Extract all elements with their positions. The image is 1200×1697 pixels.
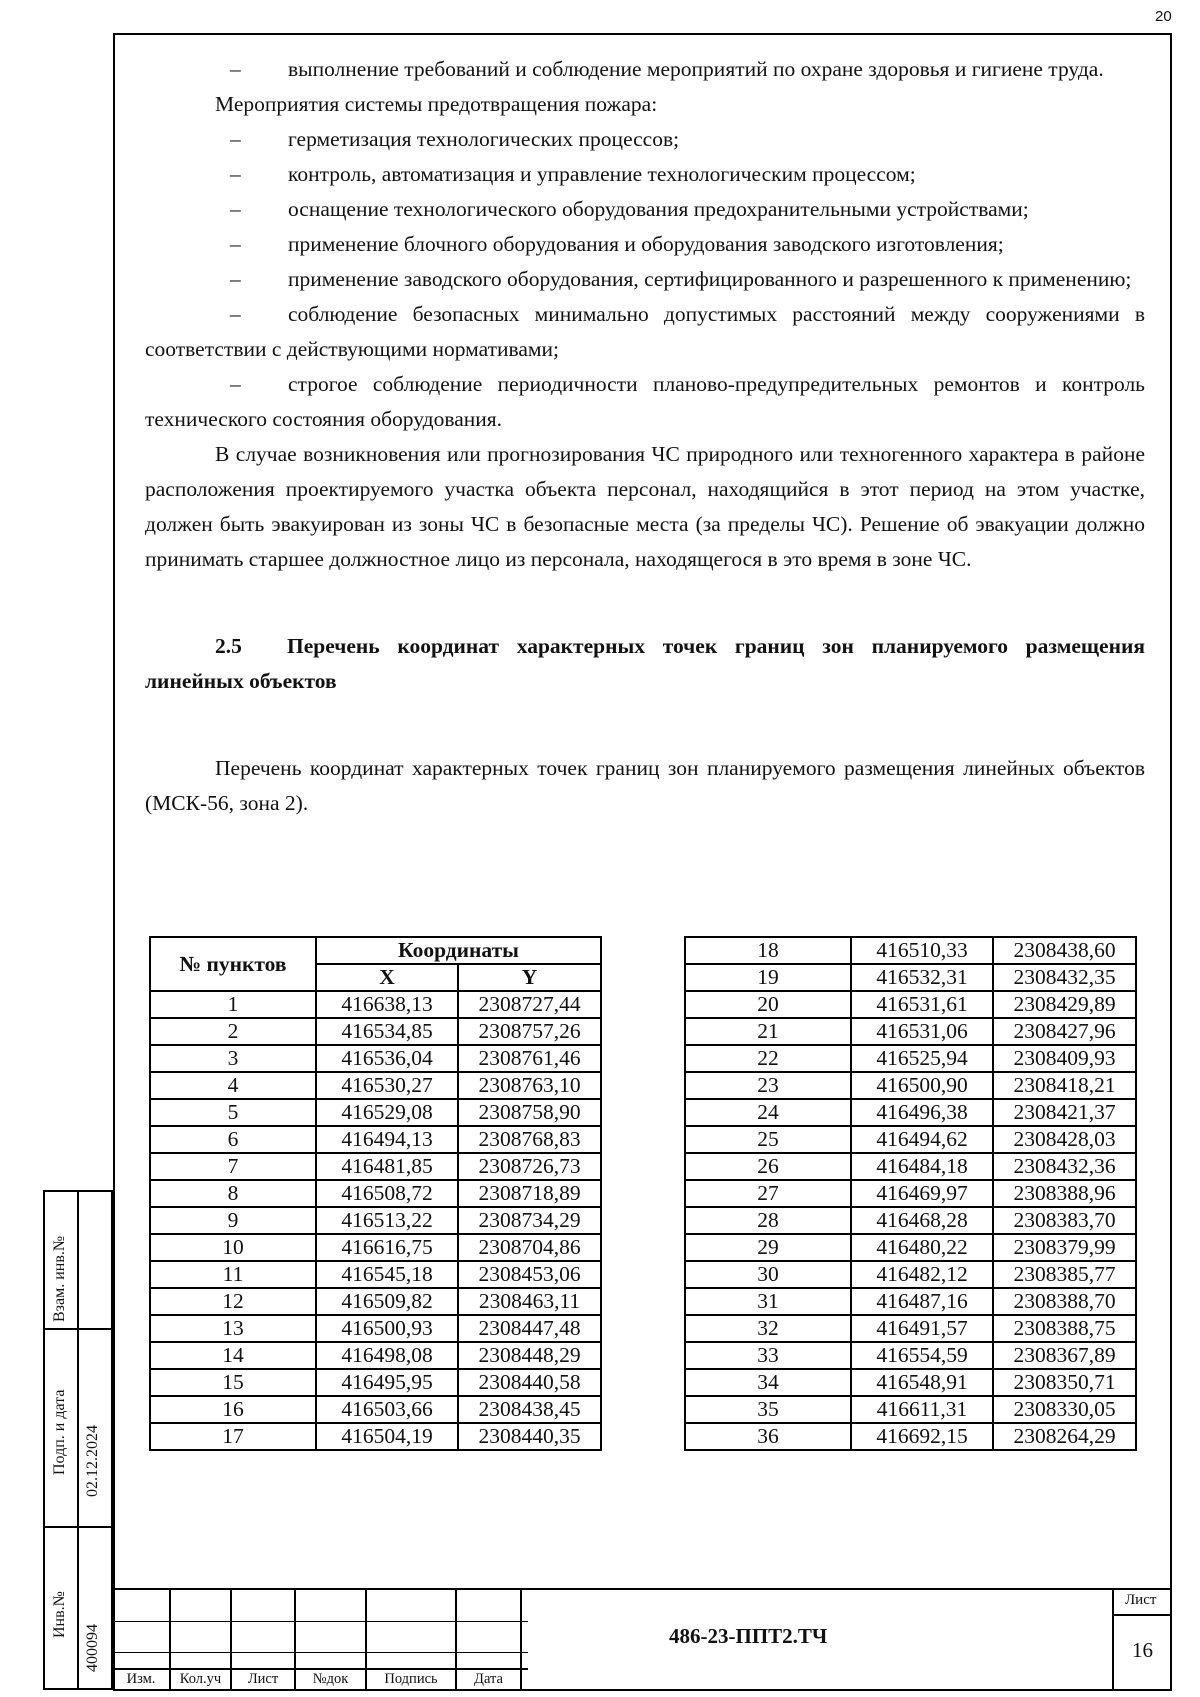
list-item-text: применение заводского оборудования, сертифицированного и разрешенного к применению;	[288, 267, 1132, 291]
coord-y: 2308330,05	[993, 1396, 1136, 1423]
col-label-kol-uch: Кол.уч	[179, 1671, 222, 1687]
table-row	[150, 1207, 601, 1234]
coord-y: 2308718,89	[458, 1180, 601, 1207]
coord-x: 416482,12	[851, 1261, 993, 1288]
coord-x: 416508,72	[316, 1180, 458, 1207]
section-heading	[145, 629, 1145, 699]
point-number: 28	[685, 1207, 851, 1234]
coord-x: 416469,97	[851, 1180, 993, 1207]
point-number: 33	[685, 1342, 851, 1369]
table-row	[150, 1261, 601, 1288]
coord-y: 2308428,03	[993, 1126, 1136, 1153]
section-title: Перечень координат характерных точек границ зон планируемого размещения линейных объектов	[145, 634, 1145, 693]
point-number: 31	[685, 1288, 851, 1315]
coord-x: 416503,66	[316, 1396, 458, 1423]
list-item	[145, 227, 1145, 262]
left-table-body	[150, 991, 601, 1450]
table-row	[685, 1234, 1136, 1261]
coord-y: 2308438,45	[458, 1396, 601, 1423]
point-number: 17	[150, 1423, 316, 1450]
col-label-podpis: Подпись	[384, 1671, 438, 1687]
coord-y: 2308768,83	[458, 1126, 601, 1153]
list-item	[145, 262, 1145, 297]
dash: –	[230, 127, 241, 151]
table-row	[150, 1099, 601, 1126]
coord-x: 416531,61	[851, 991, 993, 1018]
list-item	[145, 297, 1145, 367]
table-row	[685, 1018, 1136, 1045]
point-number: 6	[150, 1126, 316, 1153]
coord-x: 416487,16	[851, 1288, 993, 1315]
coord-x: 416513,22	[316, 1207, 458, 1234]
header-points: № пунктов	[150, 937, 316, 991]
coord-x: 416500,90	[851, 1072, 993, 1099]
header-y: Y	[458, 964, 601, 991]
table-row	[685, 1072, 1136, 1099]
coord-x: 416491,57	[851, 1315, 993, 1342]
table-row	[150, 1288, 601, 1315]
point-number: 2	[150, 1018, 316, 1045]
table-row	[685, 1315, 1136, 1342]
dash: –	[230, 197, 241, 221]
title-block	[113, 1588, 1172, 1691]
point-number: 35	[685, 1396, 851, 1423]
point-number: 18	[685, 937, 851, 964]
coord-y: 2308758,90	[458, 1099, 601, 1126]
table-row	[685, 1261, 1136, 1288]
table-row	[150, 991, 601, 1018]
coord-y: 2308383,70	[993, 1207, 1136, 1234]
point-number: 10	[150, 1234, 316, 1261]
coord-y: 2308727,44	[458, 991, 601, 1018]
list-item	[145, 192, 1145, 227]
coord-y: 2308704,86	[458, 1234, 601, 1261]
table-row	[685, 1423, 1136, 1450]
coord-y: 2308379,99	[993, 1234, 1136, 1261]
list-item-text: герметизация технологических процессов;	[288, 127, 680, 151]
coord-x: 416692,15	[851, 1423, 993, 1450]
table-row	[685, 1207, 1136, 1234]
stamp-divider	[77, 1190, 79, 1690]
point-number: 14	[150, 1342, 316, 1369]
inv-value: 400094	[84, 1624, 101, 1672]
coord-y: 2308453,06	[458, 1261, 601, 1288]
table-row	[150, 1396, 601, 1423]
table-caption: Перечень координат характерных точек границ зон планируемого размещения линейных объектов (МСК-56, зона 2).	[145, 756, 1145, 815]
col-label-data: Дата	[474, 1671, 503, 1687]
coord-y: 2308757,26	[458, 1018, 601, 1045]
coord-x: 416495,95	[316, 1369, 458, 1396]
table-row	[150, 1126, 601, 1153]
point-number: 12	[150, 1288, 316, 1315]
margin-stamp-strip	[43, 1190, 113, 1690]
dash: –	[230, 162, 241, 186]
coord-x: 416510,33	[851, 937, 993, 964]
replace-inv-label: Взам. инв.№	[51, 1235, 68, 1322]
coord-x: 416534,85	[316, 1018, 458, 1045]
table-row	[685, 1153, 1136, 1180]
table-row	[685, 1288, 1136, 1315]
table-row	[685, 1180, 1136, 1207]
coord-x: 416496,38	[851, 1099, 993, 1126]
point-number: 34	[685, 1369, 851, 1396]
point-number: 8	[150, 1180, 316, 1207]
list-item	[145, 157, 1145, 192]
coord-y: 2308418,21	[993, 1072, 1136, 1099]
coord-x: 416529,08	[316, 1099, 458, 1126]
coord-y: 2308726,73	[458, 1153, 601, 1180]
dash: –	[230, 302, 241, 326]
point-number: 1	[150, 991, 316, 1018]
page-number: 20	[1155, 8, 1172, 25]
point-number: 24	[685, 1099, 851, 1126]
coord-y: 2308421,37	[993, 1099, 1136, 1126]
table-row	[685, 937, 1136, 964]
coord-y: 2308385,77	[993, 1261, 1136, 1288]
point-number: 32	[685, 1315, 851, 1342]
coord-y: 2308448,29	[458, 1342, 601, 1369]
list-item-text: выполнение требований и соблюдение мероприятий по охране здоровья и гигиене труда.	[288, 57, 1104, 81]
evacuation-paragraph: В случае возникновения или прогнозирования ЧС природного или техногенного характера в районе расположения проектируемого участка объекта персонал, находящийся в этот период на этом участке, должен быть эвакуирован из зоны ЧС в безопасные места (за пределы ЧС). Решение об эвакуации должно принимать старшее должностное лицо из персонала, находящегося в это время в зоне ЧС.	[145, 442, 1145, 571]
table-row	[150, 1234, 601, 1261]
coord-y: 2308440,58	[458, 1369, 601, 1396]
point-number: 4	[150, 1072, 316, 1099]
dash: –	[230, 372, 241, 396]
coord-y: 2308447,48	[458, 1315, 601, 1342]
coordinates-table-right	[684, 936, 1137, 1451]
point-number: 20	[685, 991, 851, 1018]
coord-x: 416616,75	[316, 1234, 458, 1261]
point-number: 25	[685, 1126, 851, 1153]
table-row	[685, 1126, 1136, 1153]
coord-x: 416484,18	[851, 1153, 993, 1180]
table-row	[685, 1369, 1136, 1396]
coord-x: 416504,19	[316, 1423, 458, 1450]
table-row	[685, 1396, 1136, 1423]
table-row	[150, 1369, 601, 1396]
sheet-label: Лист	[1125, 1592, 1157, 1608]
coord-x: 416536,04	[316, 1045, 458, 1072]
table-row	[150, 1180, 601, 1207]
coord-x: 416531,06	[851, 1018, 993, 1045]
coord-x: 416494,13	[316, 1126, 458, 1153]
coord-x: 416548,91	[851, 1369, 993, 1396]
list-item-text: строгое соблюдение периодичности планово-предупредительных ремонтов и контроль технического состояния оборудования.	[145, 372, 1145, 431]
coord-y: 2308427,96	[993, 1018, 1136, 1045]
coord-y: 2308367,89	[993, 1342, 1136, 1369]
coord-y: 2308388,75	[993, 1315, 1136, 1342]
coord-x: 416554,59	[851, 1342, 993, 1369]
coordinates-table-left	[149, 936, 602, 1451]
table-row	[685, 991, 1136, 1018]
table-row	[150, 1423, 601, 1450]
document-body	[145, 52, 1145, 821]
coord-x: 416638,13	[316, 991, 458, 1018]
header-coords: Координаты	[316, 937, 601, 964]
list-item-health	[145, 52, 1145, 87]
point-number: 23	[685, 1072, 851, 1099]
table-row	[685, 964, 1136, 991]
point-number: 3	[150, 1045, 316, 1072]
point-number: 15	[150, 1369, 316, 1396]
coord-x: 416468,28	[851, 1207, 993, 1234]
coord-y: 2308438,60	[993, 937, 1136, 964]
coord-x: 416480,22	[851, 1234, 993, 1261]
table-row	[150, 1018, 601, 1045]
point-number: 11	[150, 1261, 316, 1288]
point-number: 30	[685, 1261, 851, 1288]
coord-x: 416611,31	[851, 1396, 993, 1423]
right-table-body	[685, 937, 1136, 1450]
table-row	[150, 1072, 601, 1099]
coord-y: 2308388,96	[993, 1180, 1136, 1207]
table-row	[685, 1045, 1136, 1072]
document-code: 486-23-ППТ2.ТЧ	[669, 1624, 828, 1648]
sheet-number: 16	[1132, 1638, 1153, 1662]
coord-y: 2308409,93	[993, 1045, 1136, 1072]
coord-y: 2308761,46	[458, 1045, 601, 1072]
coord-x: 416509,82	[316, 1288, 458, 1315]
coord-x: 416532,31	[851, 964, 993, 991]
coord-x: 416530,27	[316, 1072, 458, 1099]
table-row	[685, 1099, 1136, 1126]
coord-y: 2308763,10	[458, 1072, 601, 1099]
dash: –	[230, 57, 241, 81]
coord-y: 2308429,89	[993, 991, 1136, 1018]
coord-y: 2308463,11	[458, 1288, 601, 1315]
table-row	[150, 1315, 601, 1342]
point-number: 16	[150, 1396, 316, 1423]
point-number: 7	[150, 1153, 316, 1180]
point-number: 13	[150, 1315, 316, 1342]
coord-y: 2308432,36	[993, 1153, 1136, 1180]
point-number: 19	[685, 964, 851, 991]
section-number: 2.5	[215, 634, 242, 658]
coord-y: 2308350,71	[993, 1369, 1136, 1396]
sign-date-value: 02.12.2024	[84, 1425, 101, 1497]
col-label-list: Лист	[247, 1671, 279, 1687]
dash: –	[230, 267, 241, 291]
col-label-ndok: №док	[312, 1671, 349, 1687]
table-row	[150, 1342, 601, 1369]
list-item	[145, 367, 1145, 437]
coord-y: 2308734,29	[458, 1207, 601, 1234]
list-item-text: контроль, автоматизация и управление технологическим процессом;	[288, 162, 916, 186]
coord-y: 2308264,29	[993, 1423, 1136, 1450]
point-number: 27	[685, 1180, 851, 1207]
dash: –	[230, 232, 241, 256]
coord-x: 416498,08	[316, 1342, 458, 1369]
fire-intro: Мероприятия системы предотвращения пожара:	[215, 92, 658, 116]
coord-x: 416500,93	[316, 1315, 458, 1342]
coord-y: 2308440,35	[458, 1423, 601, 1450]
header-x: X	[316, 964, 458, 991]
table-row	[150, 1153, 601, 1180]
list-item-text: оснащение технологического оборудования предохранительными устройствами;	[288, 197, 1029, 221]
list-item	[145, 122, 1145, 157]
point-number: 5	[150, 1099, 316, 1126]
inv-label: Инв.№	[51, 1591, 68, 1638]
col-label-izm: Изм.	[126, 1671, 156, 1687]
coord-y: 2308432,35	[993, 964, 1136, 991]
point-number: 9	[150, 1207, 316, 1234]
list-item-text: применение блочного оборудования и оборудования заводского изготовления;	[288, 232, 1004, 256]
point-number: 36	[685, 1423, 851, 1450]
list-item-text: соблюдение безопасных минимально допустимых расстояний между сооружениями в соответствии с действующими нормативами;	[145, 302, 1145, 361]
point-number: 26	[685, 1153, 851, 1180]
sign-date-label: Подп. и дата	[51, 1389, 68, 1475]
point-number: 29	[685, 1234, 851, 1261]
point-number: 22	[685, 1045, 851, 1072]
table-row	[685, 1342, 1136, 1369]
coord-x: 416545,18	[316, 1261, 458, 1288]
table-row	[150, 1045, 601, 1072]
coord-x: 416525,94	[851, 1045, 993, 1072]
point-number: 21	[685, 1018, 851, 1045]
coord-x: 416494,62	[851, 1126, 993, 1153]
coord-x: 416481,85	[316, 1153, 458, 1180]
coord-y: 2308388,70	[993, 1288, 1136, 1315]
